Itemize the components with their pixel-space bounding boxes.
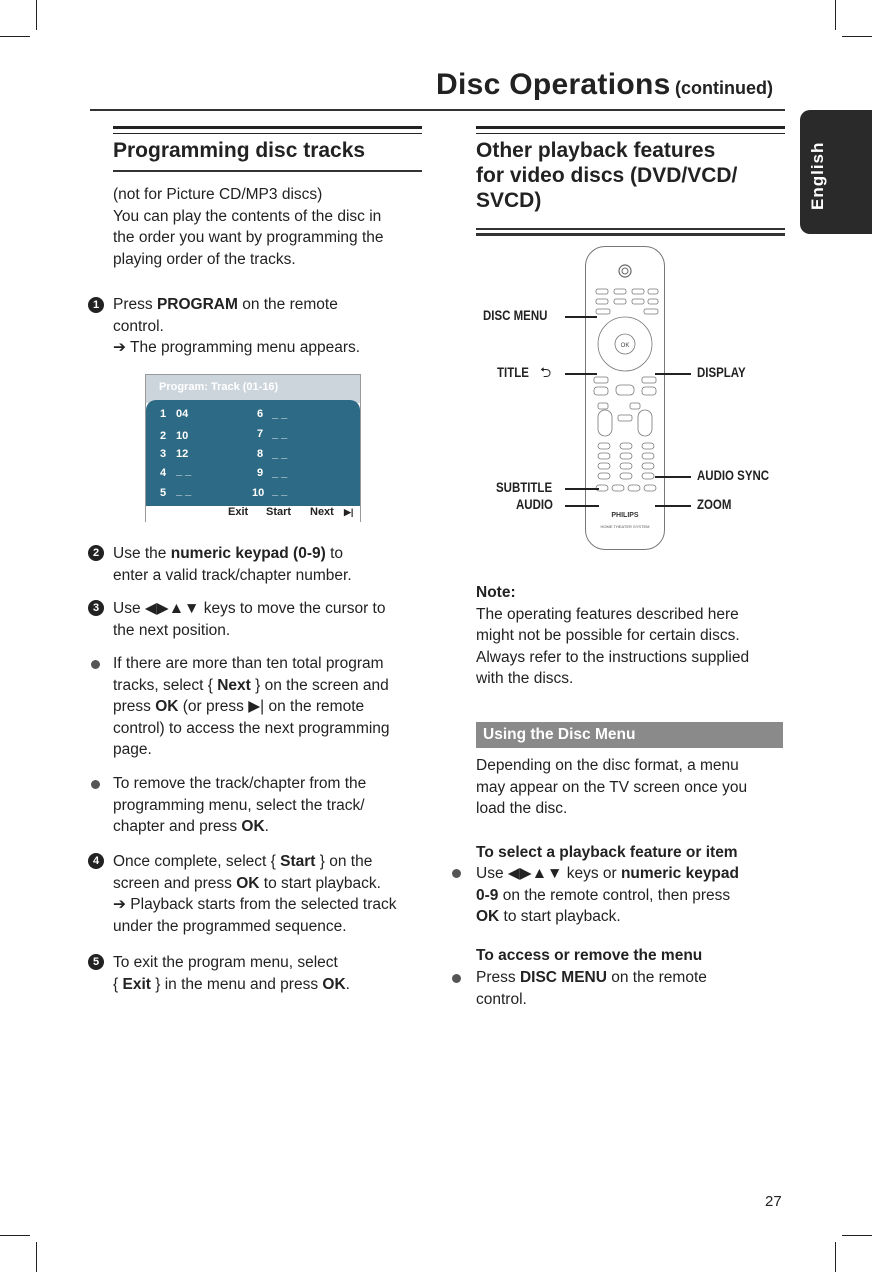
instruction-key: 0-9	[476, 886, 499, 904]
bullet-text: control) to access the next programming	[113, 719, 390, 737]
disc-menu-intro	[476, 755, 747, 820]
step-key: Start	[280, 853, 316, 870]
step-result: ➔ Playback starts from the selected track	[113, 896, 397, 913]
slot-number: 9	[257, 467, 264, 479]
step-text: the next position.	[113, 621, 231, 639]
intro-line: (not for Picture CD/MP3 discs)	[113, 186, 323, 203]
step-text: screen and press	[113, 874, 237, 892]
bullet-text: To remove the track/chapter from the	[113, 775, 367, 792]
slot-value: 04	[176, 408, 189, 420]
step-2	[113, 543, 352, 586]
label-audio-sync: AUDIO SYNC	[697, 468, 770, 483]
bullet	[91, 660, 100, 669]
paragraph-line: load the disc.	[476, 800, 568, 817]
bullet-text: .	[264, 818, 269, 835]
bullet-text: (or press ▶| on the remote	[178, 698, 365, 715]
step-5	[113, 952, 350, 995]
step-key: OK	[322, 975, 346, 993]
slot-value: _ _	[272, 485, 288, 497]
crop-mark	[0, 1235, 30, 1236]
step-result: under the programmed sequence.	[113, 917, 347, 935]
exit-option[interactable]: Exit	[228, 506, 249, 518]
step-text: To exit the program menu, select	[113, 954, 338, 971]
language-tab	[800, 110, 872, 234]
heading-line: for video discs (DVD/VCD/	[476, 164, 738, 187]
remote-brand: PHILIPS	[611, 512, 639, 519]
heading-line: Other playback features	[476, 139, 716, 162]
slot-value: 10	[176, 430, 189, 442]
instruction-text: Press	[476, 969, 520, 986]
crop-mark	[36, 0, 37, 30]
left-heading-underline	[113, 170, 422, 172]
paragraph-line: Depending on the disc format, a menu	[476, 757, 739, 774]
slot-number: 8	[257, 448, 264, 460]
label-line	[565, 488, 599, 490]
note-text: Always refer to the instructions supplied	[476, 648, 750, 666]
bullet-text: page.	[113, 741, 152, 758]
step-key: numeric keypad (0-9)	[170, 545, 326, 562]
slot-value: _ _	[272, 448, 288, 460]
slot-value: 12	[176, 448, 189, 460]
subheading-select: To select a playback feature or item	[476, 844, 738, 861]
bullet-key: Next	[217, 676, 251, 694]
crop-mark	[842, 1235, 872, 1236]
crop-mark	[36, 1242, 37, 1272]
page-number: 27	[765, 1193, 782, 1210]
subheading-access: To access or remove the menu	[476, 947, 703, 964]
step-3	[113, 598, 385, 641]
instruction-text: Use ◀▶▲▼ keys or	[476, 865, 621, 882]
step-result: ➔ The programming menu appears.	[113, 339, 361, 356]
right-heading-rule	[476, 126, 785, 134]
screen-title: Program: Track (01-16)	[159, 381, 279, 393]
bullet-remove-track	[113, 773, 366, 838]
intro-line: playing order of the tracks.	[113, 250, 296, 268]
step-text: on the remote	[237, 296, 338, 313]
return-icon: ⮌	[540, 365, 552, 381]
crop-mark	[835, 0, 836, 30]
step-text: .	[345, 975, 350, 993]
step-text: Use the	[113, 545, 171, 562]
step-text: } in the menu and press	[150, 975, 323, 993]
program-screen	[145, 374, 361, 522]
step-text: Press	[113, 296, 157, 313]
paragraph-line: may appear on the TV screen once you	[476, 778, 748, 796]
slot-value: _ _	[272, 467, 288, 479]
remote-subbrand: HOME THEATER SYSTEM	[600, 524, 650, 529]
slot-value: _ _	[272, 408, 288, 420]
bullet-text: If there are more than ten total program	[113, 655, 384, 672]
page-title-continued: (continued)	[675, 78, 774, 98]
slot-value: _ _	[272, 428, 288, 440]
label-zoom: ZOOM	[697, 497, 732, 512]
crop-mark	[0, 36, 30, 37]
section-header	[476, 722, 783, 748]
slot-number: 10	[252, 487, 265, 499]
instruction-key: numeric keypad	[620, 865, 739, 882]
step-text: to start playback.	[259, 874, 381, 892]
step-text: Once complete, select {	[113, 853, 281, 870]
label-line	[655, 373, 691, 375]
step-text: enter a valid track/chapter number.	[113, 566, 352, 584]
step-text: } on the	[315, 853, 373, 870]
step-number: 2	[88, 545, 104, 561]
step-text: control.	[113, 317, 164, 335]
step-1	[113, 294, 360, 359]
slot-value: _ _	[176, 485, 192, 497]
step-4	[113, 851, 396, 937]
right-heading-underline	[476, 233, 785, 236]
bullet-next-page	[113, 653, 390, 761]
bullet-text: chapter and press	[113, 818, 242, 835]
slot-number: 1	[160, 408, 167, 420]
step-key: OK	[236, 874, 260, 892]
language-tab-label: English	[808, 141, 827, 210]
label-line	[655, 505, 691, 507]
slot-number: 5	[160, 487, 167, 499]
slot-value: _ _	[176, 465, 192, 477]
page-header	[436, 68, 773, 102]
left-heading-rule	[113, 126, 422, 134]
note-text: The operating features described here	[476, 605, 739, 623]
note-text: with the discs.	[476, 670, 574, 687]
right-heading	[476, 138, 737, 213]
bullet	[452, 869, 461, 878]
bullet-text: press	[113, 698, 156, 715]
next-option[interactable]: Next	[310, 506, 334, 518]
instruction-key: DISC MENU	[519, 969, 607, 986]
bullet-text: } on the screen and	[250, 676, 389, 694]
left-intro	[113, 184, 384, 270]
note-heading: Note:	[476, 584, 516, 601]
label-subtitle: SUBTITLE	[496, 480, 553, 495]
label-title: TITLE	[497, 365, 529, 380]
bullet-key: OK	[155, 698, 179, 715]
heading-line: SVCD)	[476, 189, 542, 212]
label-display: DISPLAY	[697, 365, 746, 380]
step-text: to	[325, 545, 344, 562]
note	[476, 582, 749, 690]
slot-number: 7	[257, 428, 264, 440]
select-instructions	[476, 863, 739, 928]
bullet-text: tracks, select {	[113, 676, 218, 694]
step-number: 5	[88, 954, 104, 970]
instruction-text: control.	[476, 990, 527, 1008]
slot-number: 2	[160, 430, 167, 442]
left-heading: Programming disc tracks	[113, 139, 366, 162]
remote-ok-label: OK	[620, 343, 630, 349]
bullet	[91, 780, 100, 789]
crop-mark	[842, 36, 872, 37]
instruction-text: to start playback.	[499, 908, 621, 925]
intro-line: the order you want by programming the	[113, 229, 384, 246]
header-rule	[90, 109, 785, 111]
next-icon: ▶|	[344, 507, 354, 517]
label-audio: AUDIO	[516, 497, 553, 512]
label-disc-menu: DISC MENU	[483, 308, 548, 323]
section-title: Using the Disc Menu	[483, 726, 636, 743]
crop-mark	[835, 1242, 836, 1272]
label-line	[655, 476, 691, 478]
step-number: 3	[88, 600, 104, 616]
slot-number: 4	[160, 467, 167, 479]
step-number: 4	[88, 853, 104, 869]
instruction-key: OK	[476, 908, 500, 925]
note-text: might not be possible for certain discs.	[476, 627, 740, 644]
bullet-text: programming menu, select the track/	[113, 796, 365, 814]
slot-number: 6	[257, 408, 264, 420]
label-line	[565, 373, 597, 375]
right-heading-underline	[476, 228, 785, 230]
step-number: 1	[88, 297, 104, 313]
step-key: PROGRAM	[156, 296, 238, 313]
bullet-key: OK	[241, 818, 265, 835]
step-key: Exit	[122, 975, 151, 993]
intro-line: You can play the contents of the disc in	[113, 207, 382, 225]
slot-number: 3	[160, 448, 167, 460]
instruction-text: on the remote control, then press	[498, 886, 731, 904]
label-line	[565, 505, 599, 507]
instruction-text: on the remote	[606, 969, 707, 986]
label-line	[565, 316, 597, 318]
page-title: Disc Operations	[436, 68, 671, 101]
step-text: Use ◀▶▲▼ keys to move the cursor to	[113, 600, 386, 617]
access-instructions	[476, 967, 707, 1010]
step-text: {	[113, 975, 123, 993]
bullet	[452, 974, 461, 983]
start-option[interactable]: Start	[266, 506, 292, 518]
